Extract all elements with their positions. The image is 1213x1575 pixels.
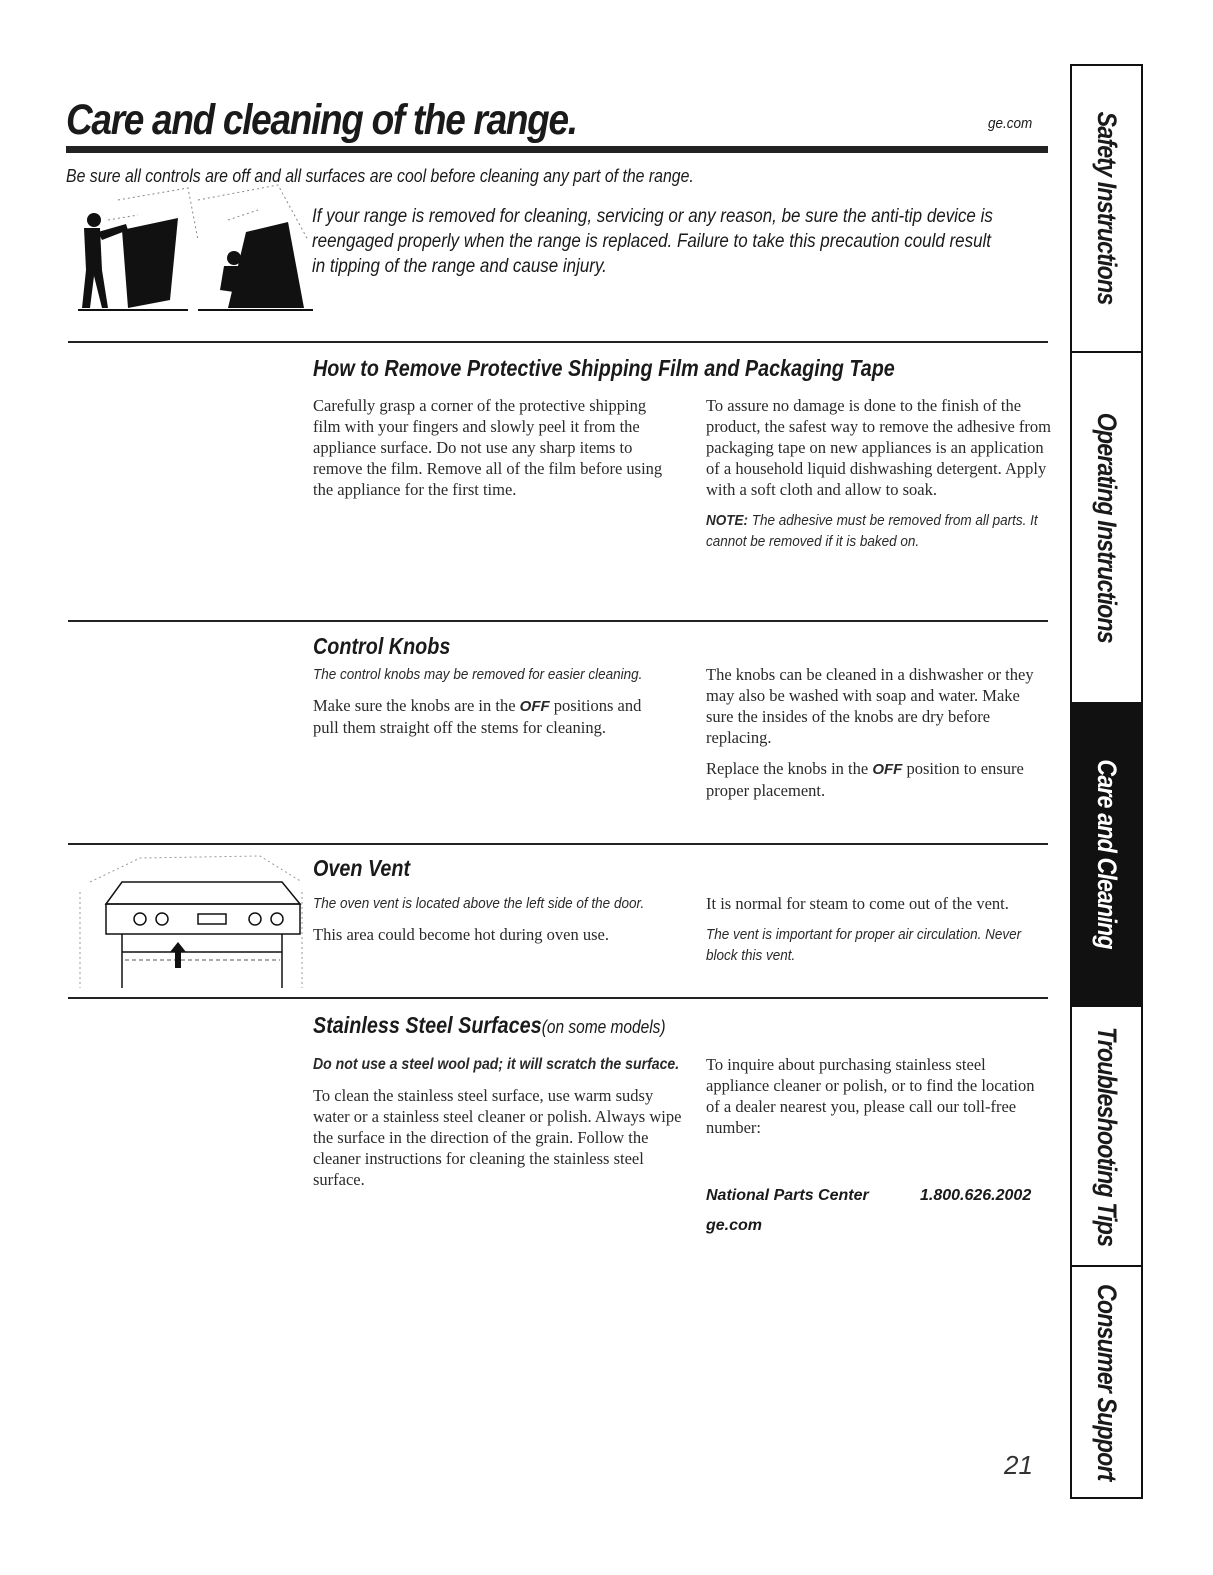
page-number: 21 bbox=[1004, 1450, 1033, 1480]
knobs-intro: The control knobs may be removed for easier cleaning. bbox=[313, 666, 643, 683]
section-divider bbox=[68, 843, 1048, 845]
section-divider bbox=[68, 341, 1048, 343]
page-title: Care and cleaning of the range. bbox=[66, 96, 577, 144]
vent-circulation-note: The vent is important for proper air circulation. Never block this vent. bbox=[706, 926, 1022, 964]
tab-care-and-cleaning[interactable]: Care and Cleaning bbox=[1072, 704, 1141, 1005]
section-heading-stainless-steel: Stainless Steel Surfaces(on some models) bbox=[313, 1012, 666, 1038]
steel-right-column bbox=[706, 1054, 1051, 1148]
tab-safety-instructions[interactable]: Safety Instructions bbox=[1072, 66, 1141, 353]
tab-troubleshooting-tips[interactable]: Troubleshooting Tips bbox=[1072, 1005, 1141, 1267]
vent-steam-text: It is normal for steam to come out of the vent. bbox=[706, 894, 1009, 913]
parts-center-site[interactable]: ge.com bbox=[706, 1217, 763, 1234]
off-label: OFF bbox=[872, 761, 903, 778]
knobs-left-column bbox=[313, 664, 663, 748]
oven-vent-illustration bbox=[70, 852, 310, 992]
knobs-washing-text: The knobs can be cleaned in a dishwasher or they may also be washed with soap and water. Make sure the insides of the knobs are dry before replacing. bbox=[706, 665, 1034, 747]
adhesive-removal-text: To assure no damage is done to the finish of the product, the safest way to remove the adhesive from packaging tape on new appliances is an application of a household liquid dishwashing detergent. Apply with a soft cloth and allow to soak. bbox=[706, 396, 1052, 499]
knobs-replace-text: Replace the knobs in the OFF position to ensure proper placement. bbox=[706, 759, 1024, 800]
note-label: NOTE: bbox=[706, 512, 749, 529]
section-heading-shipping-film: How to Remove Protective Shipping Film and Packaging Tape bbox=[313, 355, 895, 381]
steel-wool-warning: Do not use a steel wool pad; it will scratch the surface. bbox=[313, 1056, 680, 1073]
heading-note: (on some models) bbox=[541, 1017, 666, 1037]
knobs-right-column bbox=[706, 664, 1051, 811]
title-rule bbox=[66, 146, 1048, 153]
anti-tip-illustration bbox=[78, 180, 318, 315]
vent-intro: The oven vent is located above the left side of the door. bbox=[313, 895, 645, 912]
vent-right-column bbox=[706, 893, 1051, 976]
steel-left-column bbox=[313, 1054, 683, 1200]
side-tab-bar bbox=[1070, 64, 1143, 1499]
section-heading-control-knobs: Control Knobs bbox=[313, 633, 451, 659]
page-subtitle: Be sure all controls are off and all surfaces are cool before cleaning any part of the range. bbox=[66, 166, 694, 186]
tab-operating-instructions[interactable]: Operating Instructions bbox=[1072, 353, 1141, 704]
tab-consumer-support[interactable]: Consumer Support bbox=[1092, 1283, 1122, 1481]
film-instructions: Carefully grasp a corner of the protective shipping film with your fingers and slowly peel it from the appliance surface. Do not use any sharp items to remove the film. Remove all of the film before using the appliance for the first time. bbox=[313, 396, 663, 499]
section-divider bbox=[68, 997, 1048, 999]
film-right-column bbox=[706, 395, 1051, 562]
site-link[interactable]: ge.com bbox=[988, 115, 1033, 132]
vent-heat-text: This area could become hot during oven use. bbox=[313, 925, 609, 944]
adhesive-note bbox=[706, 510, 1051, 552]
note-text: The adhesive must be removed from all parts. It cannot be removed if it is baked on. bbox=[706, 512, 1038, 550]
off-label: OFF bbox=[519, 698, 550, 715]
steel-cleaning-text: To clean the stainless steel surface, use warm sudsy water or a stainless steel cleaner or polish. Always wipe the surface in the direction of the grain. Follow the cleaner instructions for cleaning the stainless steel surface. bbox=[313, 1086, 682, 1189]
vent-left-column bbox=[313, 893, 663, 955]
parts-center-label: National Parts Center bbox=[706, 1187, 869, 1204]
section-heading-oven-vent: Oven Vent bbox=[313, 855, 411, 881]
section-divider bbox=[68, 620, 1048, 622]
film-left-column bbox=[313, 395, 668, 510]
knobs-removal-text: Make sure the knobs are in the OFF positions and pull them straight off the stems for cleaning. bbox=[313, 696, 642, 737]
steel-purchase-text: To inquire about purchasing stainless steel appliance cleaner or polish, or to find the location of a dealer nearest you, please call our toll-free number: bbox=[706, 1055, 1035, 1137]
parts-center-phone[interactable]: 1.800.626.2002 bbox=[920, 1187, 1032, 1204]
anti-tip-warning: If your range is removed for cleaning, servicing or any reason, be sure the anti-tip device is reengaged properly when the range is replaced. Failure to take this precaution could result in tipping of the range and cause injury. bbox=[312, 205, 993, 277]
